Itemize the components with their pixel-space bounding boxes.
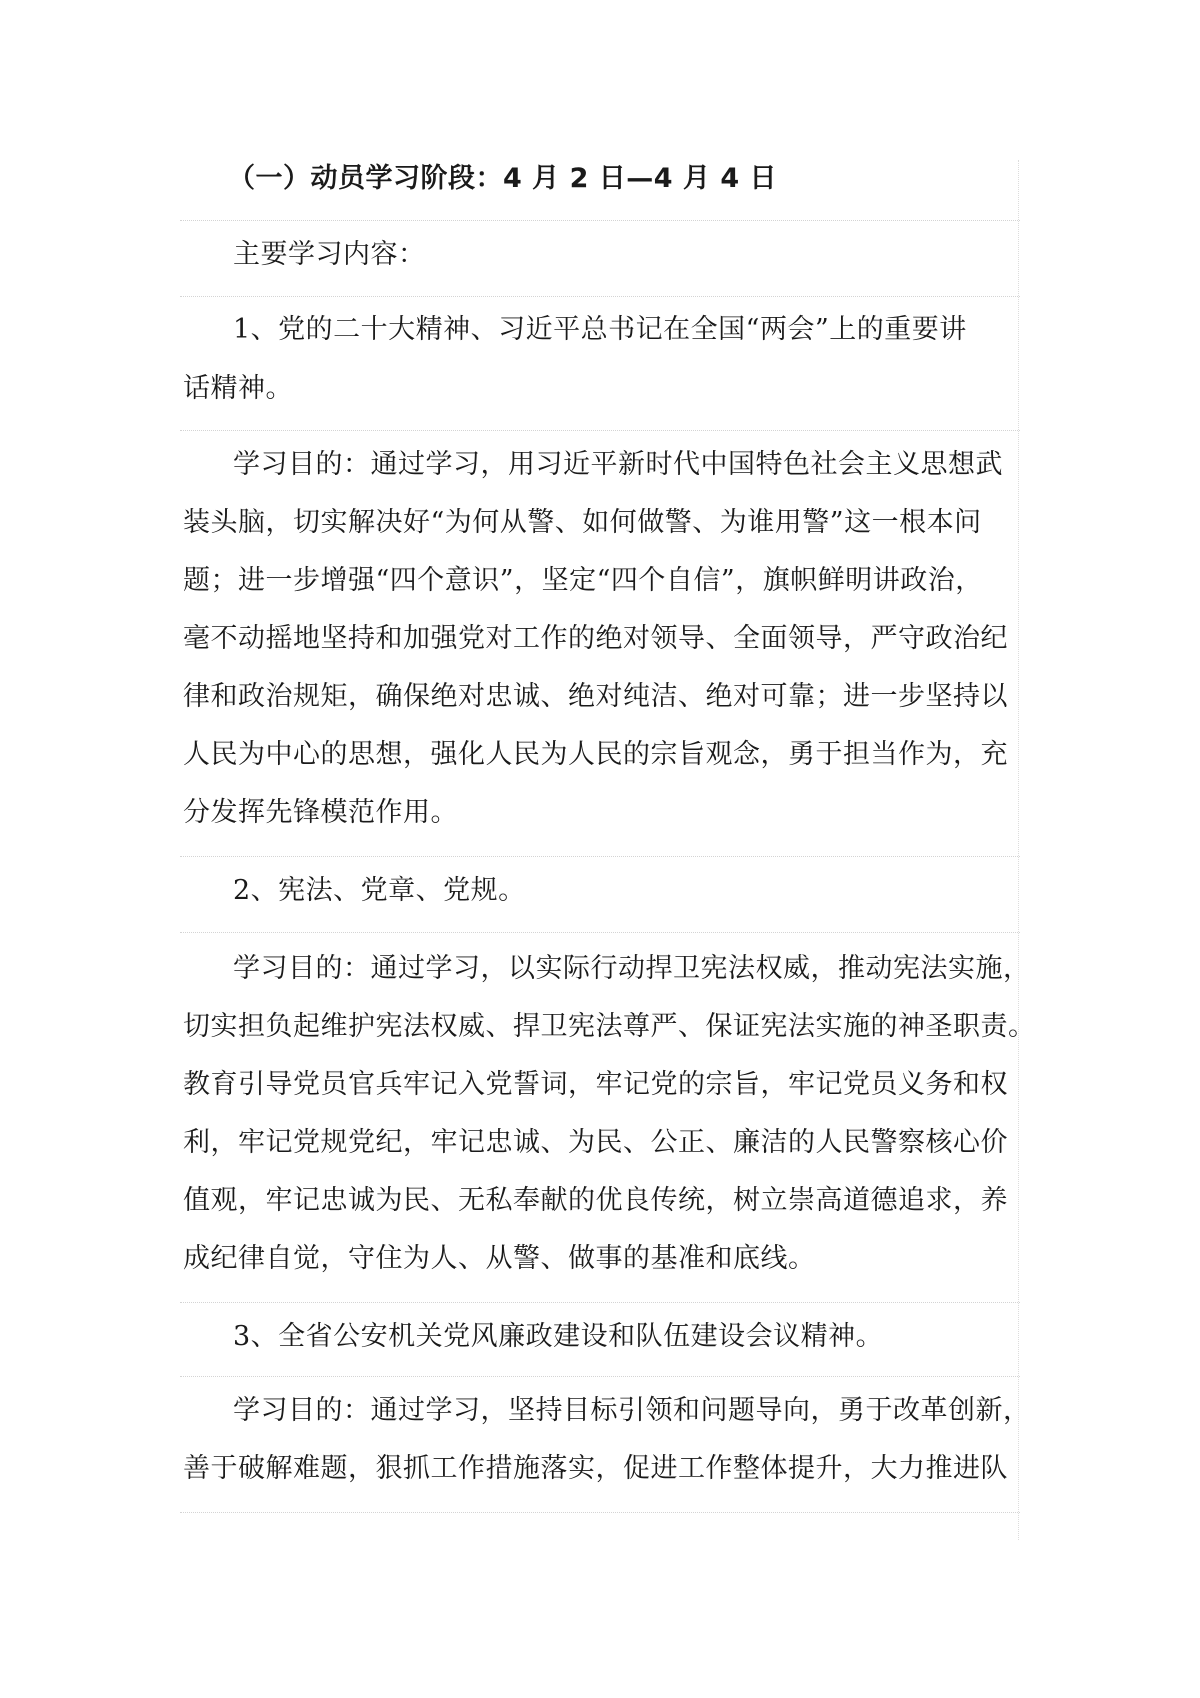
item-2-purpose-cont: 成纪律自觉，守住为人、从警、做事的基准和底线。 [183, 1243, 816, 1274]
paragraph-line [0, 1440, 1200, 1498]
paragraph-line [0, 1172, 1200, 1230]
line-rule [180, 1376, 1020, 1377]
item-3-title: 3、全省公安机关党风廉政建设和队伍建设会议精神。 [233, 1321, 884, 1352]
paragraph-line [0, 360, 1200, 418]
paragraph-line [0, 668, 1200, 726]
item-1-purpose-cont: 装头脑，切实解决好“为何从警、如何做警、为谁用警”这一根本问 [183, 507, 982, 538]
line-rule [180, 430, 1020, 431]
item-2-purpose-cont: 值观，牢记忠诚为民、无私奉献的优良传统，树立崇高道德追求，养 [183, 1185, 1008, 1216]
section-heading [0, 150, 1200, 208]
paragraph-line [0, 1382, 1200, 1440]
item-3-purpose: 学习目的：通过学习，坚持目标引领和问题导向，勇于改革创新， [233, 1395, 1031, 1426]
paragraph-line [0, 1056, 1200, 1114]
line-rule [180, 932, 1020, 933]
item-2-title: 2、宪法、党章、党规。 [233, 875, 526, 906]
item-2-purpose: 学习目的：通过学习，以实际行动捍卫宪法权威，推动宪法实施， [233, 953, 1031, 984]
item-3-purpose-cont: 善于破解难题，狠抓工作措施落实，促进工作整体提升，大力推进队 [183, 1453, 1008, 1484]
item-1-purpose-cont: 分发挥先锋模范作用。 [183, 797, 458, 828]
paragraph-line [0, 726, 1200, 784]
item-1-purpose-cont: 题；进一步增强“四个意识”，坚定“四个自信”，旗帜鲜明讲政治， [183, 565, 983, 596]
paragraph-line [0, 1230, 1200, 1288]
paragraph-line [0, 301, 1200, 359]
item-2-purpose-cont: 利，牢记党规党纪，牢记忠诚、为民、公正、廉洁的人民警察核心价 [183, 1127, 1008, 1158]
paragraph-line [0, 1308, 1200, 1366]
paragraph-line [0, 784, 1200, 842]
paragraph-line [0, 998, 1200, 1056]
study-content-label: 主要学习内容： [233, 239, 426, 270]
line-rule [180, 296, 1020, 297]
item-1-purpose-cont: 毫不动摇地坚持和加强党对工作的绝对领导、全面领导，严守政治纪 [183, 623, 1008, 654]
item-1-title-cont: 话精神。 [183, 373, 293, 404]
paragraph-line [0, 494, 1200, 552]
line-rule [180, 220, 1020, 221]
line-rule [180, 1302, 1020, 1303]
paragraph-line [0, 552, 1200, 610]
item-2-purpose-cont: 切实担负起维护宪法权威、捍卫宪法尊严、保证宪法实施的神圣职责。 [183, 1011, 1036, 1042]
item-2-purpose-cont: 教育引导党员官兵牢记入党誓词，牢记党的宗旨，牢记党员义务和权 [183, 1069, 1008, 1100]
item-1-purpose-cont: 律和政治规矩，确保绝对忠诚、绝对纯洁、绝对可靠；进一步坚持以 [183, 681, 1008, 712]
paragraph-line [0, 940, 1200, 998]
paragraph-line [0, 610, 1200, 668]
item-1-purpose: 学习目的：通过学习，用习近平新时代中国特色社会主义思想武 [233, 449, 1003, 480]
line-rule [180, 1512, 1020, 1513]
paragraph-line [0, 1114, 1200, 1172]
paragraph-line [0, 436, 1200, 494]
item-1-purpose-cont: 人民为中心的思想，强化人民为人民的宗旨观念，勇于担当作为，充 [183, 739, 1008, 770]
section-heading-text: （一）动员学习阶段：4 月 2 日—4 月 4 日 [228, 163, 778, 194]
paragraph-line [0, 862, 1200, 920]
paragraph-line [0, 226, 1200, 284]
item-1-title: 1、党的二十大精神、习近平总书记在全国“两会”上的重要讲 [233, 314, 967, 345]
line-rule [180, 856, 1020, 857]
